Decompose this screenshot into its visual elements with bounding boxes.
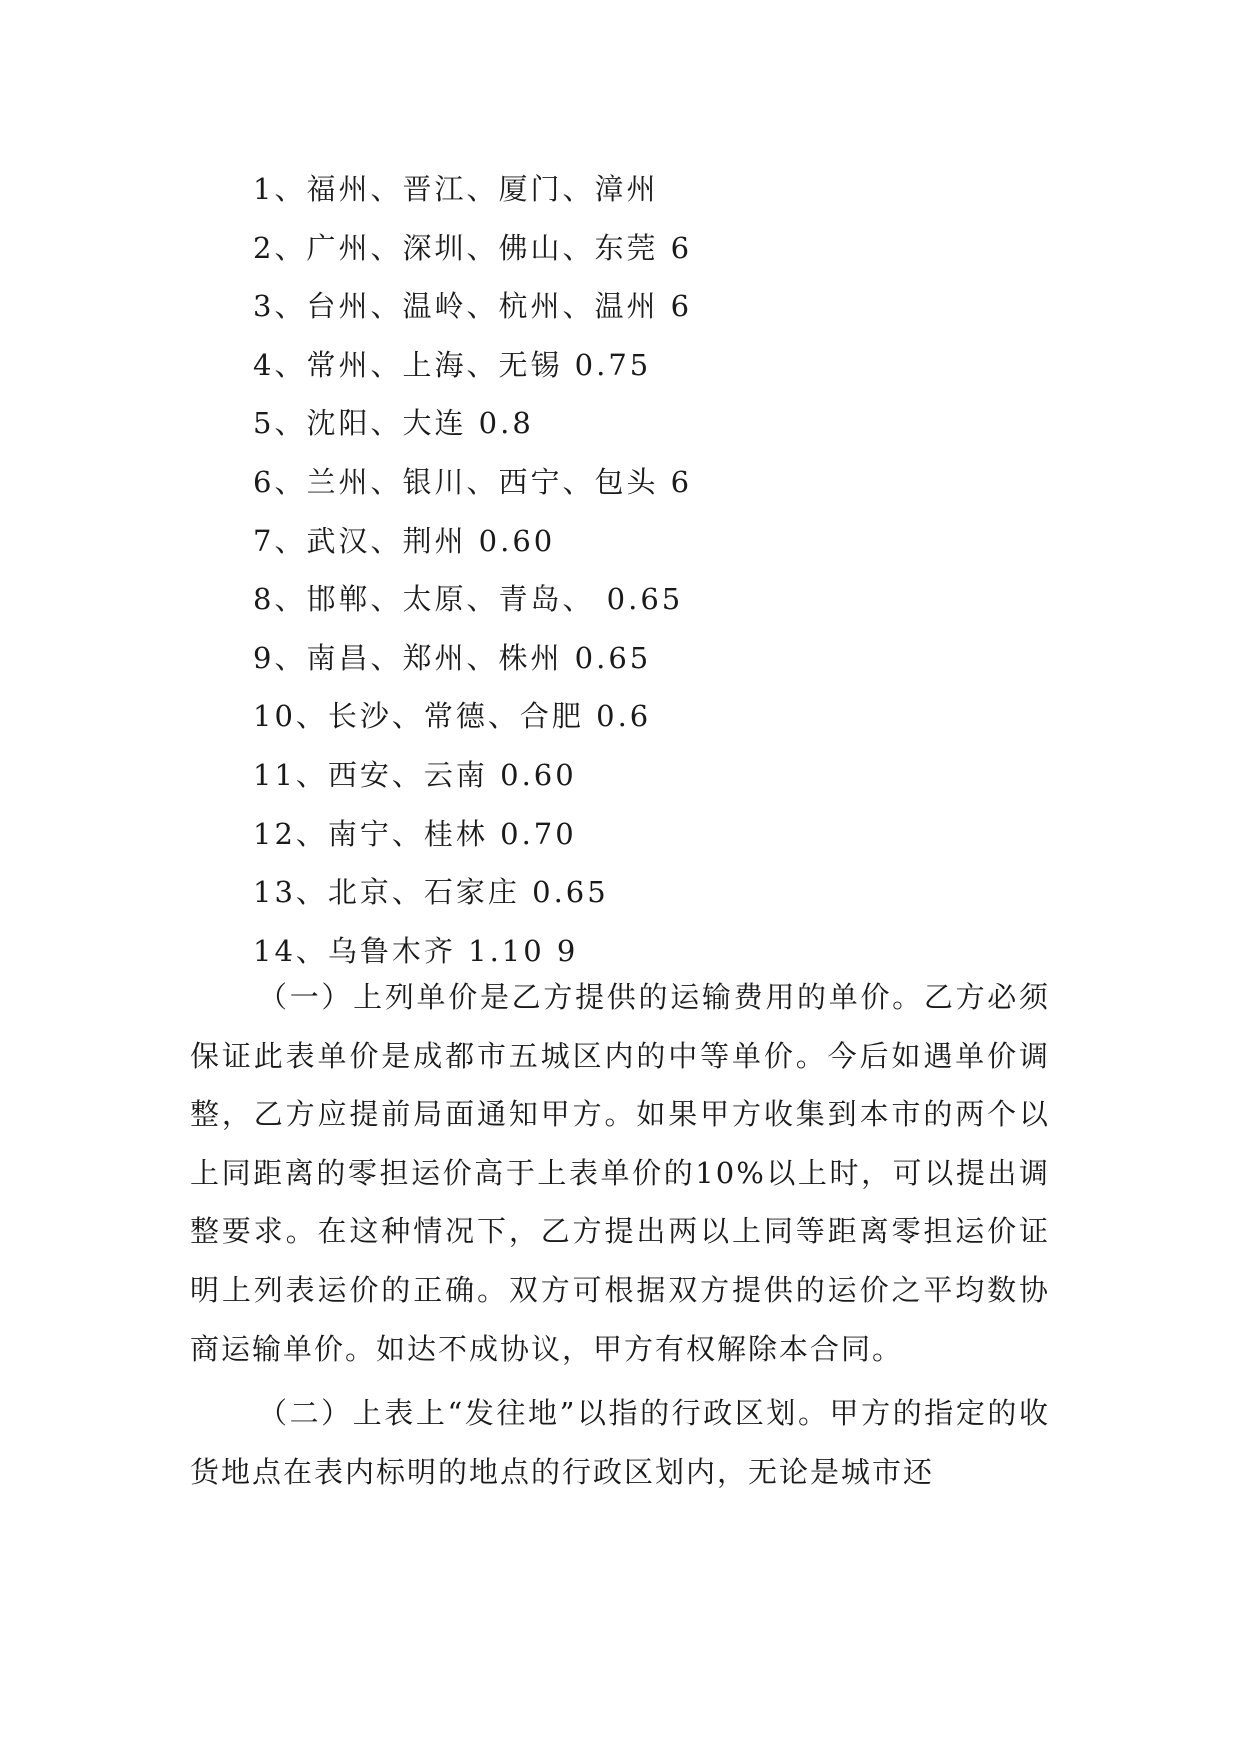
list-item: 12、南宁、桂林 0.70 bbox=[253, 816, 577, 851]
list-item: 2、广州、深圳、佛山、东莞 6 bbox=[253, 230, 693, 265]
city-rate-list bbox=[253, 160, 692, 980]
list-item: 6、兰州、银川、西宁、包头 6 bbox=[253, 464, 693, 499]
list-item: 1、福州、晋江、厦门、漳州 bbox=[253, 172, 659, 206]
list-item: 14、乌鲁木齐 1.10 9 bbox=[253, 933, 579, 968]
clause-paragraph-2: （二）上表上“发往地”以指的行政区划。甲方的指定的收货地点在表内标明的地点的行政区划内，无论是城市还 bbox=[190, 1396, 1050, 1489]
list-item: 3、台州、温岭、杭州、温州 6 bbox=[253, 289, 693, 324]
list-item: 8、邯郸、太原、青岛、 0.65 bbox=[253, 582, 684, 617]
list-item: 5、沈阳、大连 0.8 bbox=[253, 406, 534, 441]
list-item: 9、南昌、郑州、株州 0.65 bbox=[253, 640, 652, 675]
clause-paragraph-1: （一）上列单价是乙方提供的运输费用的单价。乙方必须保证此表单价是成都市五城区内的中等单价。今后如遇单价调整，乙方应提前局面通知甲方。如果甲方收集到本市的两个以上同距离的零担运价高于上表单价的10%以上时，可以提出调整要求。在这种情况下，乙方提出两以上同等距离零担运价证明上列表运价的正确。双方可根据双方提供的运价之平均数协商运输单价。如达不成协议，甲方有权解除本合同。 bbox=[190, 980, 1050, 1366]
list-item: 4、常州、上海、无锡 0.75 bbox=[253, 347, 652, 382]
list-item: 13、北京、石家庄 0.65 bbox=[253, 875, 609, 910]
contract-clauses bbox=[190, 968, 1050, 1501]
list-item: 7、武汉、荆州 0.60 bbox=[253, 523, 556, 558]
list-item: 10、长沙、常德、合肥 0.6 bbox=[253, 699, 652, 734]
list-item: 11、西安、云南 0.60 bbox=[253, 757, 577, 792]
